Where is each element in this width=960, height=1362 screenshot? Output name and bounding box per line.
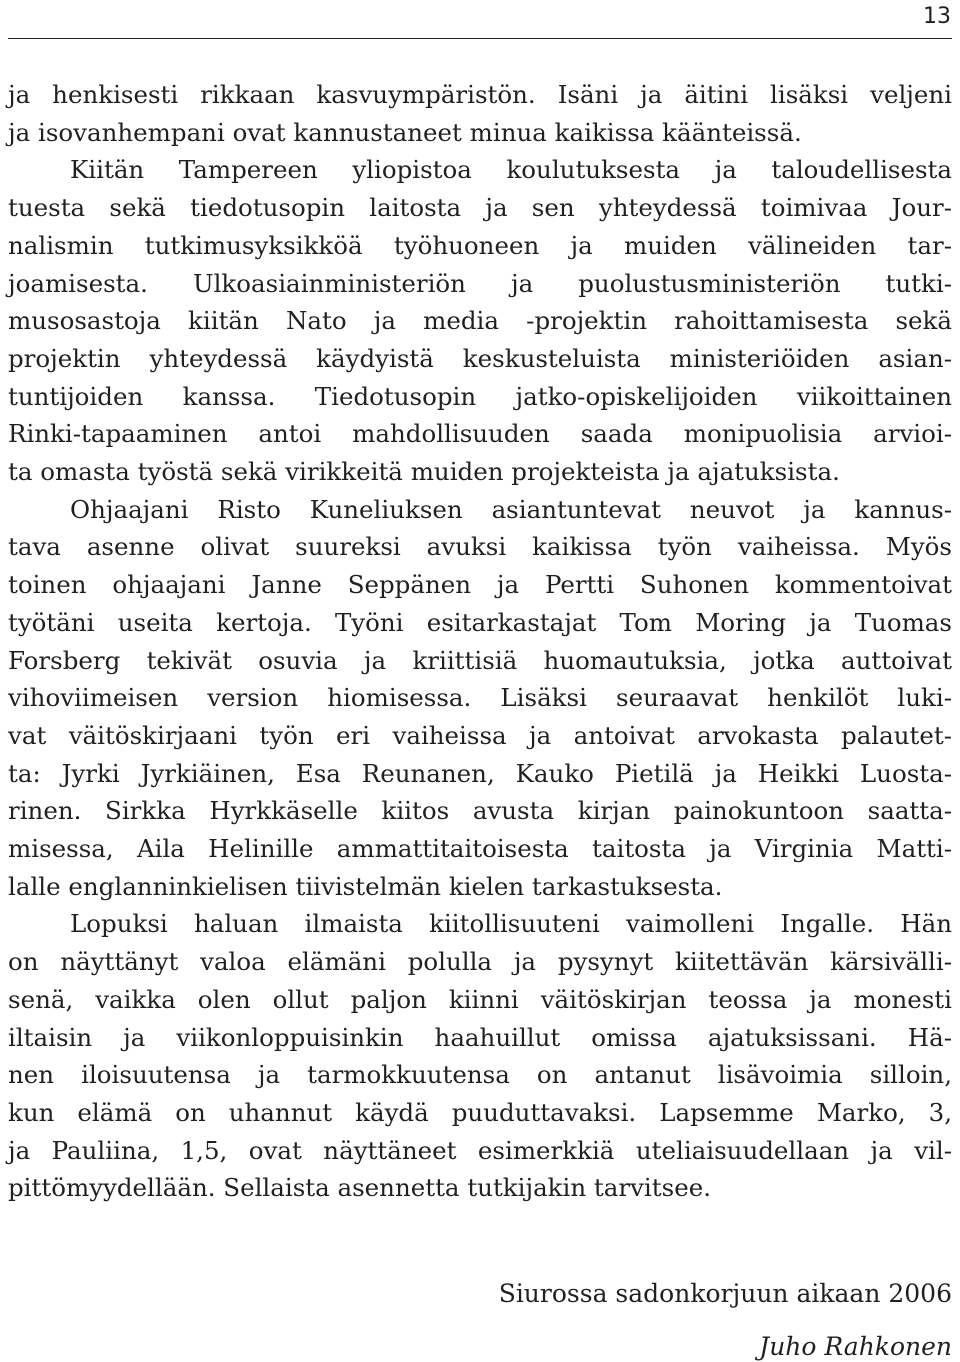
text-line: ja Pauliina, 1,5, ovat näyttäneet esimerkkiä uteliaisuudellaan ja vil-: [8, 1135, 952, 1165]
author-signature: Juho Rahkonen: [759, 1332, 952, 1361]
text-line: ja henkisesti rikkaan kasvuympäristön. Isäni ja äitini lisäksi veljeni: [8, 80, 952, 109]
acknowledgements-text: [8, 76, 952, 1207]
page-number: 13: [923, 4, 951, 29]
text-line: misessa, Aila Helinille ammattitaitoisesta taitosta ja Virginia Matti-: [8, 834, 952, 864]
text-line: tuntijoiden kanssa. Tiedotusopin jatko-opiskelijoiden viikoittainen: [8, 381, 952, 411]
text-line: projektin yhteydessä käydyistä keskusteluista ministeriöiden asian-: [8, 343, 952, 373]
text-line: ta omasta työstä sekä virikkeitä muiden projekteista ja ajatuksista.: [8, 457, 840, 487]
text-line: vihoviimeisen version hiomisessa. Lisäksi seuraavat henkilöt luki-: [8, 683, 952, 713]
text-line: lalle englanninkielisen tiivistelmän kielen tarkastuksesta.: [8, 871, 723, 901]
text-line: ta: Jyrki Jyrkiäinen, Esa Reunanen, Kauko Pietilä ja Heikki Luosta-: [8, 758, 952, 788]
header-rule: [8, 38, 952, 39]
text-line: pittömyydellään. Sellaista asennetta tutkijakin tarvitsee.: [8, 1173, 711, 1203]
text-line: ja isovanhempani ovat kannustaneet minua kaikissa käänteissä.: [8, 117, 802, 147]
text-line: on näyttänyt valoa elämäni polulla ja pysynyt kiitettävän kärsivälli-: [8, 947, 952, 977]
text-line: tava asenne olivat suureksi avuksi kaikissa työn vaiheissa. Myös: [8, 532, 952, 562]
text-line: työtäni useita kertoja. Työni esitarkastajat Tom Moring ja Tuomas: [8, 607, 952, 637]
text-line: Lopuksi haluan ilmaista kiitollisuuteni vaimolleni Ingalle. Hän: [70, 909, 952, 939]
text-line: vat väitöskirjaani työn eri vaiheissa ja antoivat arvokasta palautet-: [8, 720, 952, 750]
text-line: kun elämä on uhannut käydä puuduttavaksi. Lapsemme Marko, 3,: [8, 1097, 952, 1127]
text-line: Forsberg tekivät osuvia ja kriittisiä huomautuksia, jotka auttoivat: [8, 645, 952, 675]
text-line: rinen. Sirkka Hyrkkäselle kiitos avusta kirjan painokuntoon saatta-: [8, 796, 952, 826]
text-line: Kiitän Tampereen yliopistoa koulutuksesta ja taloudellisesta: [70, 155, 952, 185]
text-line: iltaisin ja viikonloppuisinkin haahuillut omissa ajatuksissani. Hä-: [8, 1022, 952, 1052]
text-line: Ohjaajani Risto Kuneliuksen asiantuntevat neuvot ja kannus-: [70, 494, 952, 524]
place-and-date: Siurossa sadonkorjuun aikaan 2006: [498, 1279, 952, 1308]
text-line: tuesta sekä tiedotusopin laitosta ja sen yhteydessä toimivaa Jour-: [8, 193, 952, 223]
text-line: musosastoja kiitän Nato ja media -projektin rahoittamisesta sekä: [8, 306, 952, 336]
text-line: senä, vaikka olen ollut paljon kiinni väitöskirjan teossa ja monesti: [8, 984, 952, 1014]
text-line: nen iloisuutensa ja tarmokkuutensa on antanut lisävoimia silloin,: [8, 1060, 952, 1090]
text-line: joamisesta. Ulkoasiainministeriön ja puolustusministeriön tutki-: [8, 268, 952, 298]
text-line: Rinki-tapaaminen antoi mahdollisuuden saada monipuolisia arvioi-: [8, 419, 952, 449]
text-line: nalismin tutkimusyksikköä työhuoneen ja muiden välineiden tar-: [8, 230, 952, 260]
text-line: toinen ohjaajani Janne Seppänen ja Pertti Suhonen kommentoivat: [8, 570, 952, 600]
